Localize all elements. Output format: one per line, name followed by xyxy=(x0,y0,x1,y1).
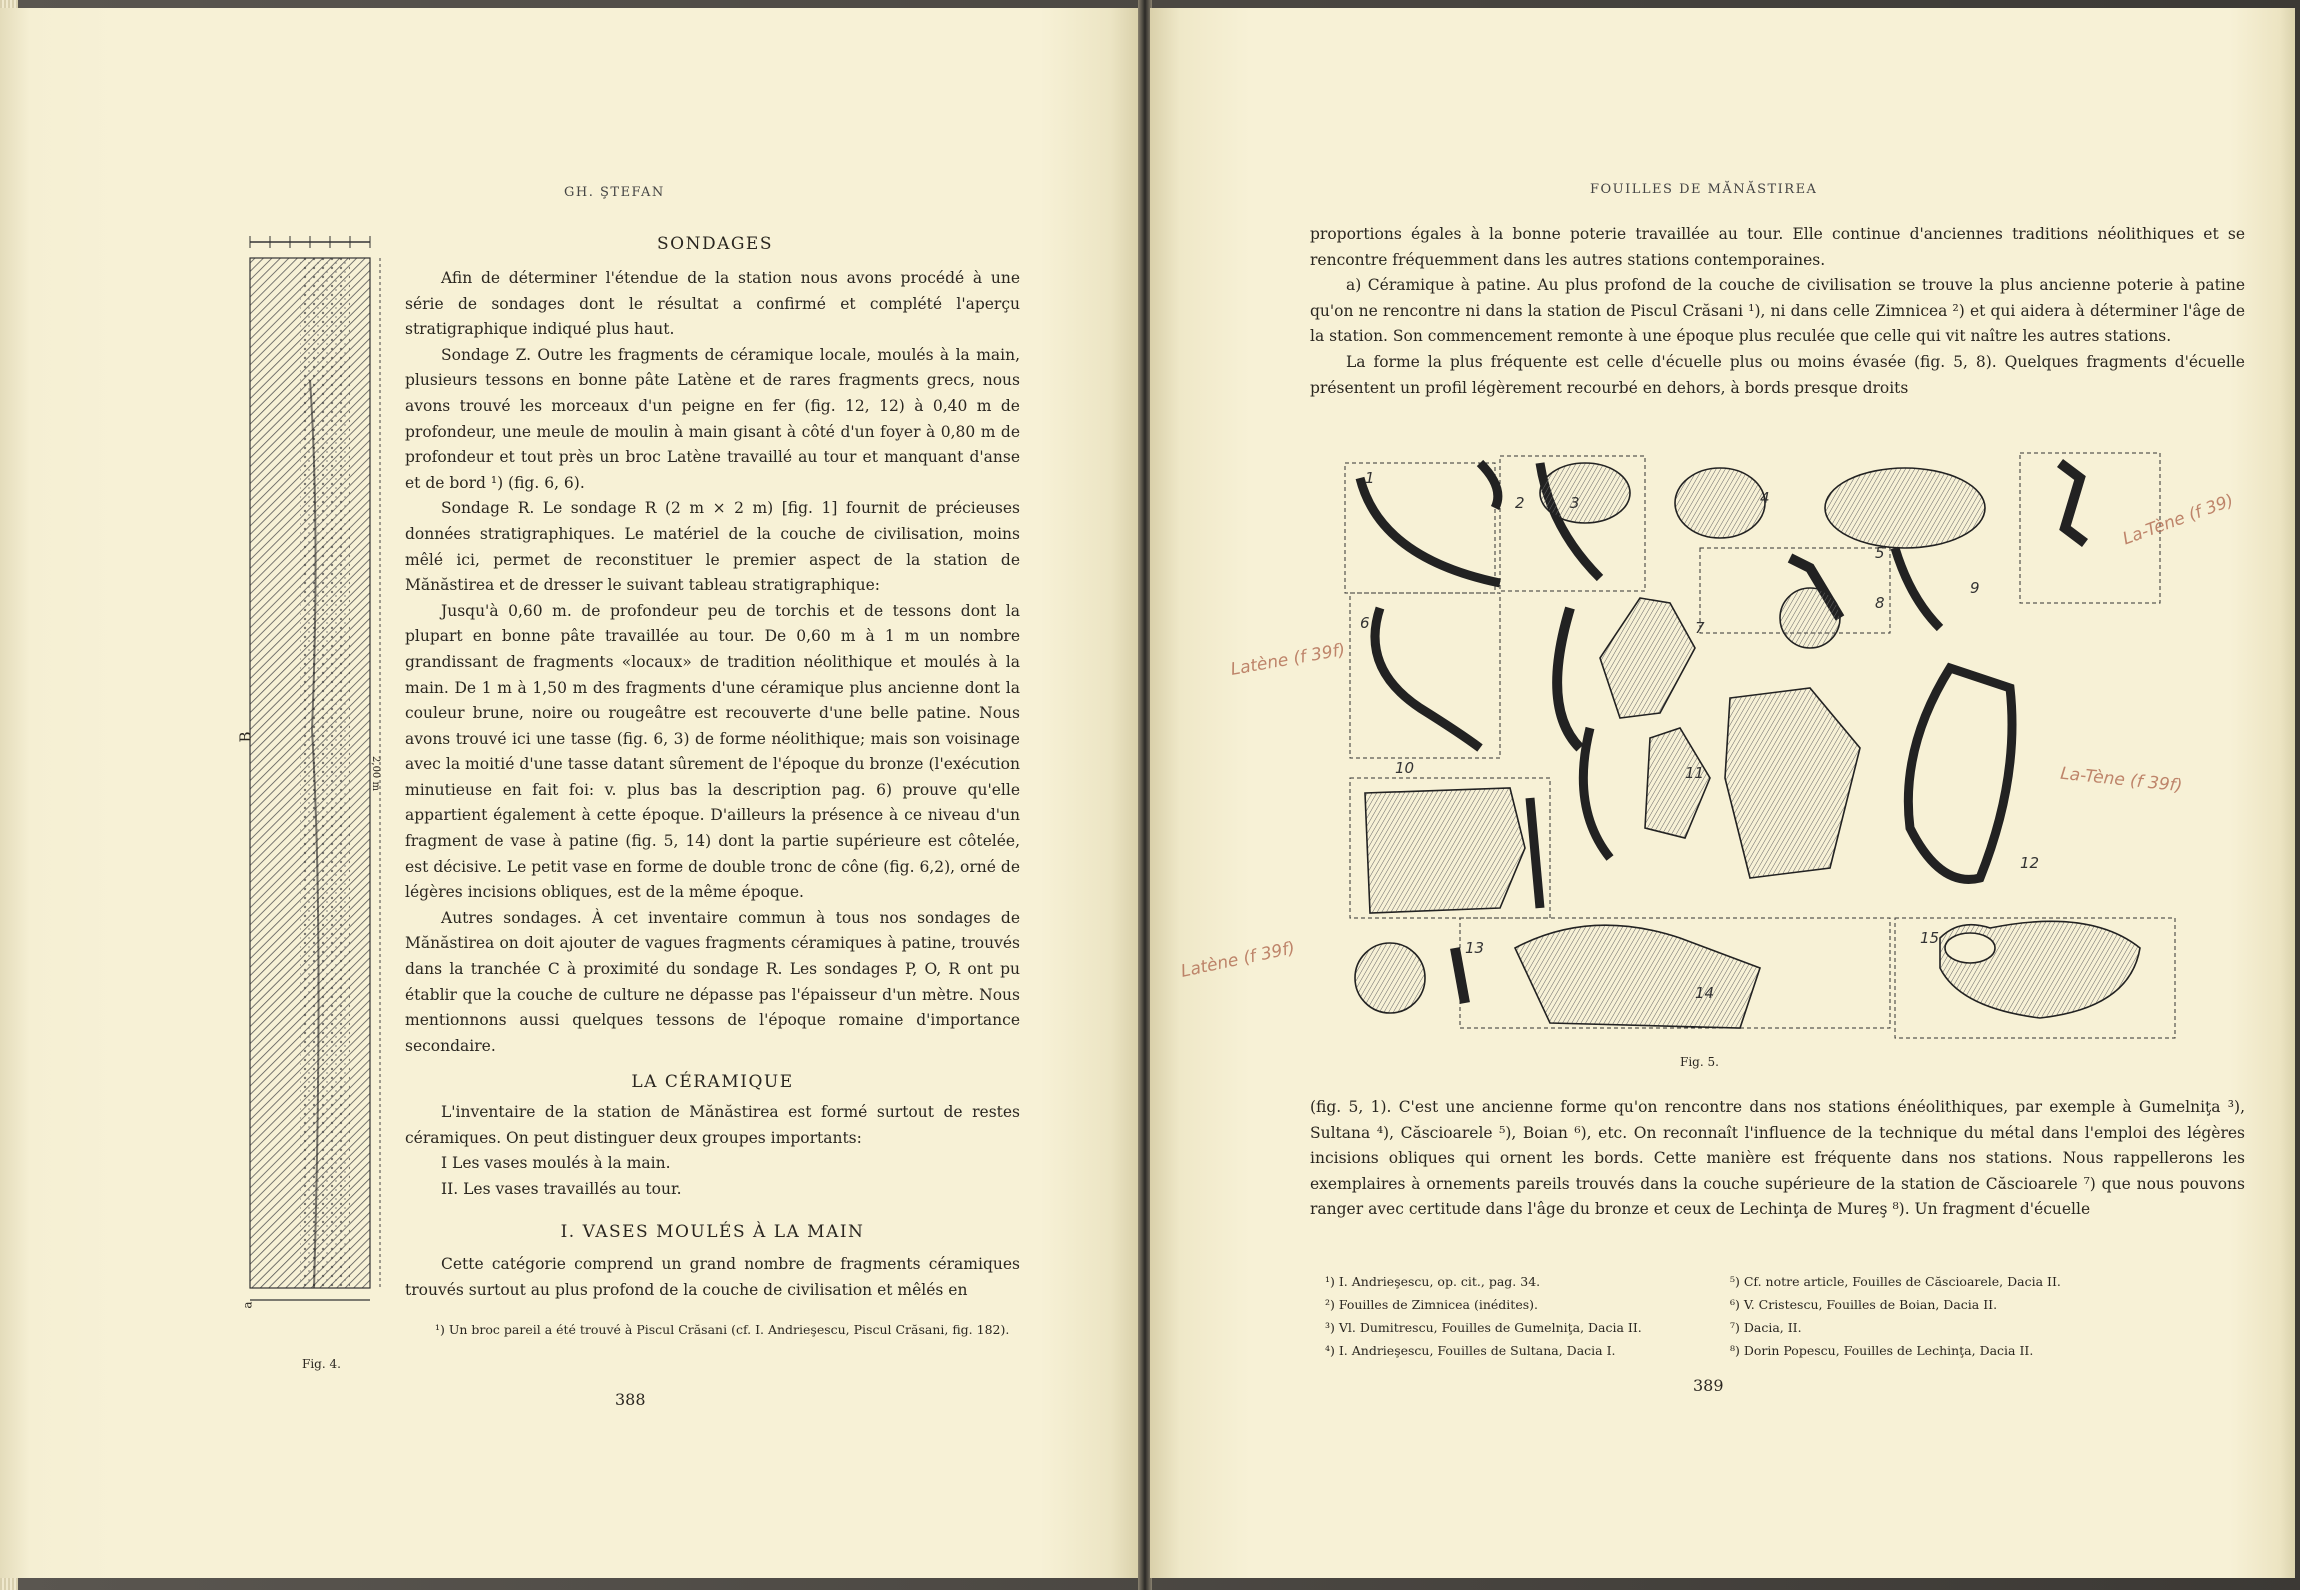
handwritten-note: La-Tène (f 39f) xyxy=(2059,763,2184,797)
figure-number: 9 xyxy=(1970,579,1980,597)
figure-number: 6 xyxy=(1360,614,1370,632)
paragraph: L'inventaire de la station de Mănăstirea est formé surtout de restes céramiques. On peut distinguer deux groupes importants: xyxy=(405,1103,1020,1147)
figure-number: 13 xyxy=(1465,939,1485,957)
paragraph: Sondage R. Le sondage R (2 m × 2 m) [fig. 1] fournit de précieuses données stratigraphiques. Le matériel de la couche de civilisation, moins mêlé ici, permet de reconstituer le premier aspect de la station de Mănăstirea et de dresser le suivant tableau stratigraphique: xyxy=(405,499,1020,595)
left-page xyxy=(0,8,1140,1578)
footnote: ⁶) V. Cristescu, Fouilles de Boian, Dacia II. xyxy=(1730,1297,1998,1312)
page-number-left: 388 xyxy=(615,1390,646,1409)
figure-number: 8 xyxy=(1875,594,1885,612)
handwritten-note: Latène (f 39f) xyxy=(1179,938,1297,982)
right-top-text xyxy=(1310,222,2245,401)
figure-number: 12 xyxy=(2020,854,2040,872)
footnotes-right-column xyxy=(1730,1270,2180,1362)
page-number-right: 389 xyxy=(1693,1376,1724,1395)
paragraph: Cette catégorie comprend un grand nombre de fragments céramiques trouvés surtout au plus profond de la couche de civilisation et mêlés en xyxy=(405,1255,1020,1299)
sondages-text xyxy=(405,266,1020,1059)
footnote: ⁵) Cf. notre article, Fouilles de Căscioarele, Dacia II. xyxy=(1730,1274,2061,1289)
paragraph: proportions égales à la bonne poterie travaillée au tour. Elle continue d'anciennes traditions néolithiques et se rencontre fréquemment dans les autres stations contemporaines. xyxy=(1310,225,2245,269)
handwritten-note: Latène (f 39f) xyxy=(1229,640,1347,680)
footnote-left: ¹) Un broc pareil a été trouvé à Piscul Crăsani (cf. I. Andrieşescu, Piscul Crăsani, fig. 182). xyxy=(435,1322,1010,1337)
figure-number: 3 xyxy=(1570,494,1580,512)
ceramic-fragments-plate xyxy=(1340,448,2240,1048)
figure-number: 11 xyxy=(1685,764,1705,782)
figure-number: 15 xyxy=(1920,929,1940,947)
heading-vases: I. VASES MOULÉS À LA MAIN xyxy=(560,1222,865,1242)
figure-number: 14 xyxy=(1695,984,1715,1002)
figure-number: 1 xyxy=(1365,469,1375,487)
figure-number: 5 xyxy=(1875,544,1885,562)
footnote: ⁷) Dacia, II. xyxy=(1730,1320,1802,1335)
footnote: ²) Fouilles de Zimnicea (inédites). xyxy=(1325,1297,1538,1312)
paragraph: La forme la plus fréquente est celle d'écuelle plus ou moins évasée (fig. 5, 8). Quelques fragments d'écuelle présentent un profil légèrement recourbé en dehors, à bords presque droits xyxy=(1310,352,2245,397)
handwritten-note: La-Tène (f 39) xyxy=(2120,490,2237,550)
figure-5-caption: Fig. 5. xyxy=(1680,1055,1719,1069)
right-bottom-text xyxy=(1310,1095,2245,1223)
figure-4-caption: Fig. 4. xyxy=(302,1357,341,1371)
stratigraphic-profile-figure xyxy=(240,230,390,1350)
running-head-left: GH. ŞTEFAN xyxy=(564,185,665,200)
profile-label-bottom: a xyxy=(240,1301,255,1309)
paragraph: a) Céramique à patine. Au plus profond de la couche de civilisation se trouve la plus ancienne poterie à patine qu'on ne rencontre ni dans la station de Piscul Crăsani ¹), ni dans celle Zimnicea ²) et qui aidera à déterminer l'âge de la station. Son commencement remonte à une époque plus reculée que celle qui vit naître les autres stations. xyxy=(1310,276,2245,346)
figure-number: 2 xyxy=(1515,494,1525,512)
heading-ceramique: LA CÉRAMIQUE xyxy=(631,1072,794,1092)
paragraph: Autres sondages. À cet inventaire commun à tous nos sondages de Mănăstirea on doit ajouter de vagues fragments céramiques à patine, trouvés dans la tranchée C à proximité du sondage R. Les sondages P, O, R ont pu établir que la couche de culture ne dépasse pas l'épaisseur d'un mètre. Nous mentionnons aussi quelques tessons de l'époque romaine d'importance secondaire. xyxy=(405,908,1020,1055)
profile-label-b: B xyxy=(236,731,255,743)
paragraph: Afin de déterminer l'étendue de la station nous avons procédé à une série de sondages dont le résultat a confirmé et complété l'aperçu stratigraphique indiqué plus haut. xyxy=(405,269,1020,339)
vases-text xyxy=(405,1252,1020,1303)
footnotes-left-column xyxy=(1325,1270,1755,1362)
running-head-right: FOUILLES DE MĂNĂSTIREA xyxy=(1590,182,1818,197)
heading-sondages: SONDAGES xyxy=(656,234,773,254)
paragraph: Jusqu'à 0,60 m. de profondeur peu de torchis et de tessons dont la plupart en bonne pâte travaillée au tour. De 0,60 m à 1 m un nombre grandissant de fragments «locaux» de tradition néolithique et moulés à la main. De 1 m à 1,50 m des fragments d'une céramique plus ancienne dont la couleur brune, noire ou rougeâtre est recouverte d'une belle patine. Nous avons trouvé ici une tasse (fig. 6, 3) de forme néolithique; mais son voisinage avec la moitié d'une tasse datant sûrement de l'époque du bronze (l'exécution minutieuse en fait foi: v. plus bas la description pag. 6) prouve qu'elle appartient également à cette époque. D'ailleurs la présence à ce niveau d'un fragment de vase à patine (fig. 5, 14) dont la partie supérieure est côtelée, est décisive. Le petit vase en forme de double tronc de cône (fig. 6,2), orné de légères incisions obliques, est de la même époque. xyxy=(405,601,1020,902)
footnote: ³) Vl. Dumitrescu, Fouilles de Gumelniţa, Dacia II. xyxy=(1325,1320,1642,1335)
ceramique-text xyxy=(405,1100,1020,1202)
figure-number: 10 xyxy=(1395,759,1415,777)
paragraph: Sondage Z. Outre les fragments de céramique locale, moulés à la main, plusieurs tessons en bonne pâte Latène et de rares fragments grecs, nous avons trouvé les morceaux d'un peigne en fer (fig. 12, 12) à 0,40 m de profondeur, une meule de moulin à main gisant à côté d'un foyer à 0,80 m de profondeur et tout près un broc Latène travaillé au tour et manquant d'anse et de bord ¹) (fig. 6, 6). xyxy=(405,345,1020,492)
list-item: I Les vases moulés à la main. xyxy=(441,1154,671,1173)
profile-label-depth: 2,00 m xyxy=(369,756,381,791)
footnote: ⁴) I. Andrieşescu, Fouilles de Sultana, Dacia I. xyxy=(1325,1343,1616,1358)
paragraph: (fig. 5, 1). C'est une ancienne forme qu'on rencontre dans nos stations énéolithiques, par exemple à Gumelniţa ³), Sultana ⁴), Căscioarele ⁵), Boian ⁶), etc. On reconnaît l'influence de la technique du métal dans l'emploi des légères incisions obliques qui ornent les bords. Cette manière est fréquente dans nos stations. Nous rappellerons les exemplaires à ornements pareils trouvés dans la couche supérieure de la station de Căscioarele ⁷) que nous pouvons ranger avec certitude dans l'âge du bronze et ceux de Lechinţa de Mureş ⁸). Un fragment d'écuelle xyxy=(1310,1098,2245,1219)
footnote: ⁸) Dorin Popescu, Fouilles de Lechinţa, Dacia II. xyxy=(1730,1343,2034,1358)
footnote: ¹) I. Andrieşescu, op. cit., pag. 34. xyxy=(1325,1274,1541,1289)
right-page xyxy=(1150,8,2295,1578)
figure-number: 4 xyxy=(1760,489,1770,507)
list-item: II. Les vases travaillés au tour. xyxy=(441,1179,682,1198)
figure-number: 7 xyxy=(1695,619,1705,637)
